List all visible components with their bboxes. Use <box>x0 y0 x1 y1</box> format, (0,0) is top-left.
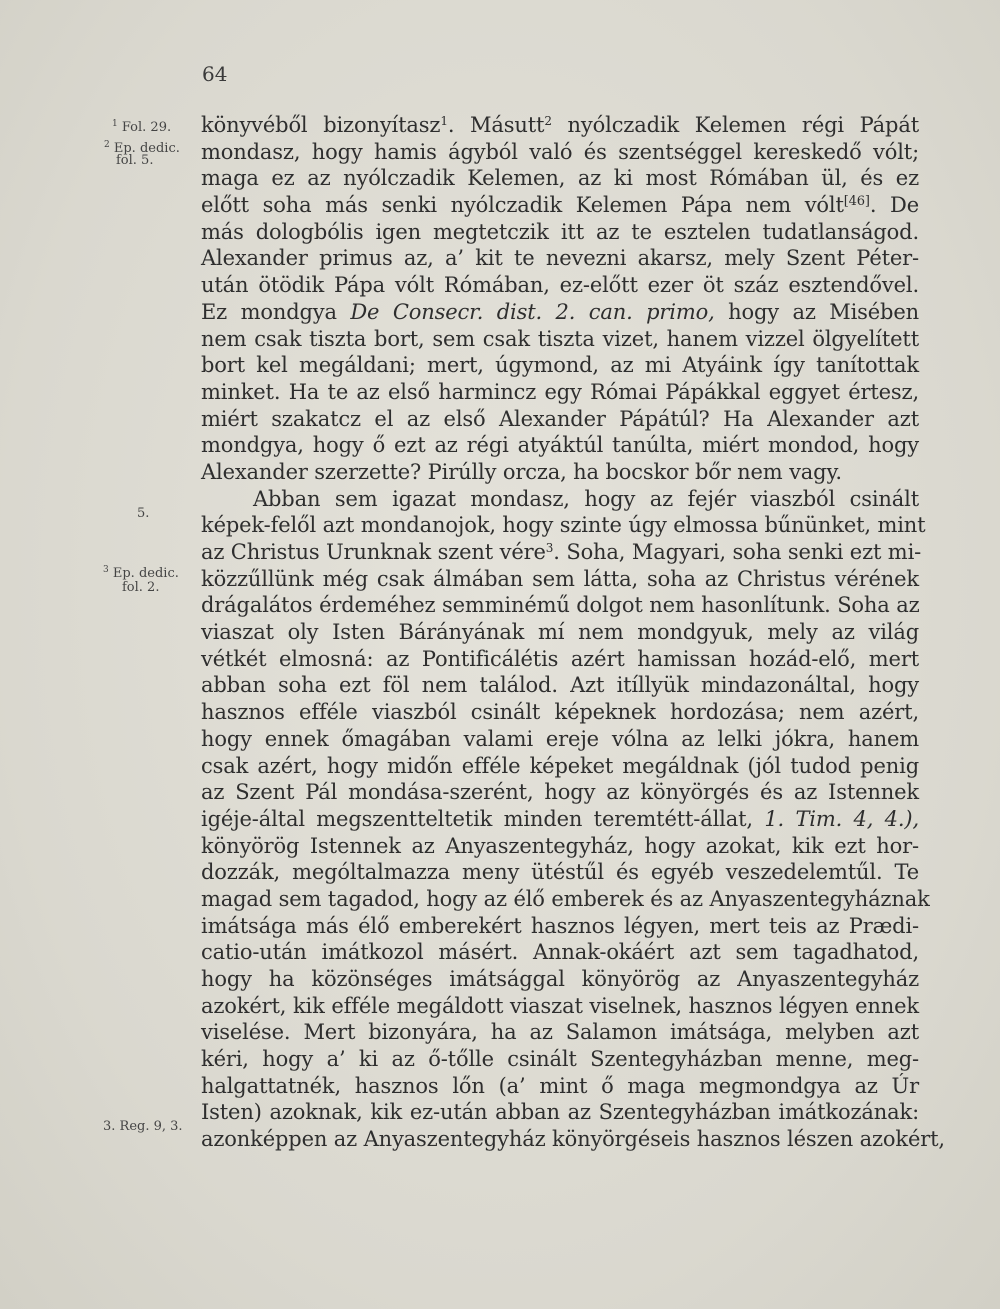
text-line <box>201 619 919 646</box>
text-span: maga ez az nyólczadik Kelemen, az ki most Rómában ül, és ez <box>201 166 919 191</box>
text-line <box>201 966 919 993</box>
footnote-ref: 3 <box>545 541 554 555</box>
text-line <box>201 1073 919 1100</box>
text-line <box>201 512 926 539</box>
text-line <box>201 646 919 673</box>
text-span: imátsága más élő emberekért hasznos légyen, mert teis az Prædi- <box>201 913 919 938</box>
text-span: nyólczadik Kelemen régi Pápát <box>551 113 920 137</box>
text-span: Ez mondgya <box>201 299 351 324</box>
text-span: azonképpen az Anyaszentegyház könyörgéseis hasznos lészen azokért, <box>201 1127 945 1152</box>
text-span: magad sem tagadod, hogy az élő emberek és az Anyaszentegyháznak <box>201 886 930 911</box>
text-span: . De <box>869 193 920 218</box>
margin-note: 5. <box>137 506 150 521</box>
text-line <box>201 1099 919 1126</box>
text-span: De Consecr. dist. 2. can. primo, <box>350 299 715 324</box>
text-span: viselése. Mert bizonyára, ha az Salamon imátsága, melyben azt <box>201 1020 919 1045</box>
text-line <box>201 1046 919 1073</box>
text-span: Alexander szerzette? Pirúlly orcza, ha bocskor bőr nem vagy. <box>201 459 842 484</box>
margin-note: $^1$ Fol. 29. <box>112 119 172 135</box>
text-span: miért szakatcz el az első Alexander Pápátúl? Ha Alexander azt <box>201 406 919 431</box>
text-span: hogy ennek őmagában valami ereje vólna az lelki jókra, hanem <box>201 726 919 751</box>
text-line <box>201 245 919 272</box>
text-line <box>201 272 919 299</box>
text-line <box>201 592 919 619</box>
body-text <box>201 112 945 1153</box>
text-line <box>201 299 919 326</box>
text-line <box>201 326 919 353</box>
text-line <box>201 913 919 940</box>
text-span: vétkét elmosná: az Pontificálétis azért hamissan hozád-elő, mert <box>201 646 919 671</box>
text-span: abban soha ezt föl nem találod. Azt itíllyük mindazonáltal, hogy <box>201 673 919 698</box>
text-line <box>201 726 919 753</box>
text-line <box>201 379 919 406</box>
text-span: könyörög Istennek az Anyaszentegyház, hogy azokat, kik ezt hor- <box>201 833 919 858</box>
text-span: . Soha, Magyari, soha senki ezt mi- <box>553 540 922 564</box>
text-line <box>201 432 919 459</box>
text-line <box>201 859 919 886</box>
text-line <box>201 539 922 566</box>
text-span: az Christus Urunknak szent vére <box>201 540 546 564</box>
text-span: catio-után imátkozol másért. Annak-okáért azt sem tagadhatod, <box>201 940 919 965</box>
text-line <box>201 459 919 486</box>
text-span: 1. Tim. 4, 4.), <box>764 806 919 831</box>
text-span: . Másutt <box>447 113 545 137</box>
text-span: halgattatnék, hasznos lőn (a’ mint ő maga megmondgya az Úr <box>201 1073 919 1098</box>
text-line <box>201 486 919 513</box>
text-span: viaszat oly Isten Bárányának mí nem mondgyuk, mely az világ <box>201 620 919 645</box>
text-span: bort kel megáldani; mert, úgymond, az mi Atyáink így tanítottak <box>201 353 919 378</box>
margin-note: $^3$ Ep. dedic. <box>103 565 179 581</box>
text-span: közzűllünk még csak álmában sem látta, soha az Christus vérének <box>201 566 919 591</box>
text-line <box>201 139 919 166</box>
text-span: hogy az Misében <box>714 299 920 324</box>
page-number: 64 <box>202 62 228 86</box>
footnote-ref: 2 <box>544 114 552 128</box>
text-span: hasznos efféle viaszból csinált képeknek hordozása; nem azért, <box>201 700 919 725</box>
text-span: más dologbólis igen megtetczik itt az te esztelen tudatlanságod. <box>201 219 919 244</box>
text-span: képek-felől azt mondanojok, hogy szinte úgy elmossa bűnünket, mint <box>201 513 926 538</box>
text-line <box>201 406 919 433</box>
text-span: mondasz, hogy hamis ágyból való és szentséggel kereskedő vólt; <box>201 139 919 164</box>
text-line <box>201 833 919 860</box>
text-span: Abban sem igazat mondasz, hogy az fejér viaszból csinált <box>253 486 919 511</box>
text-span: csak azért, hogy midőn efféle képeket megáldnak (jól tudod penig <box>201 753 919 778</box>
text-span: dozzák, mególtalmazza meny ütéstűl és egyéb veszedelemtűl. Te <box>201 860 919 885</box>
text-line <box>201 779 919 806</box>
margin-note: 3. Reg. 9, 3. <box>103 1119 183 1134</box>
text-line <box>201 566 919 593</box>
text-line <box>201 753 919 780</box>
text-line <box>201 1019 919 1046</box>
editor-note-ref: [46] <box>843 194 870 210</box>
footnote-ref: 1 <box>440 114 448 128</box>
text-span: minket. Ha te az első harmincz egy Római Pápákkal eggyet értesz, <box>201 379 919 404</box>
text-line <box>201 192 919 219</box>
margin-note: fol. 2. <box>122 580 160 595</box>
text-span: nem csak tiszta bort, sem csak tiszta vizet, hanem vizzel ölgyelített <box>201 326 919 351</box>
text-span: azokért, kik efféle megáldott viaszat viselnek, hasznos légyen ennek <box>201 993 919 1018</box>
text-line <box>201 806 919 833</box>
text-span: igéje-által megszentteltetik minden teremtétt-állat, <box>201 806 765 831</box>
text-span: Isten) azoknak, kik ez-után abban az Szentegyházban imátkozának: <box>201 1100 919 1125</box>
text-line <box>201 939 919 966</box>
text-line <box>201 165 919 192</box>
text-span: után ötödik Pápa vólt Rómában, ez-előtt ezer öt száz esztendővel. <box>201 273 919 298</box>
text-line <box>201 112 919 139</box>
text-span: hogy ha közönséges imátsággal könyörög az Anyaszentegyház <box>201 967 919 991</box>
text-line <box>201 1126 945 1153</box>
text-line <box>201 699 919 726</box>
text-span: az Szent Pál mondása-szerént, hogy az könyörgés és az Istennek <box>201 780 919 805</box>
text-line <box>201 672 919 699</box>
margin-note: $^2$ Ep. dedic. <box>104 140 180 156</box>
text-span: drágalátos érdeméhez semminémű dolgot nem hasonlítunk. Soha az <box>201 593 920 618</box>
text-span: Alexander primus az, a’ kit te nevezni akarsz, mely Szent Péter- <box>201 246 919 271</box>
text-line <box>201 352 919 379</box>
text-line <box>201 886 930 913</box>
margin-note: fol. 5. <box>116 153 154 168</box>
text-span: kéri, hogy a’ ki az ő-tőlle csinált Szentegyházban menne, meg- <box>201 1047 919 1072</box>
text-span: előtt soha más senki nyólczadik Kelemen Pápa nem vólt <box>201 193 844 218</box>
text-line <box>201 219 919 246</box>
text-line <box>201 993 919 1020</box>
text-span: mondgya, hogy ő ezt az régi atyáktúl tanúlta, miért mondod, hogy <box>201 433 919 458</box>
text-span: könyvéből bizonyítasz <box>201 113 441 137</box>
